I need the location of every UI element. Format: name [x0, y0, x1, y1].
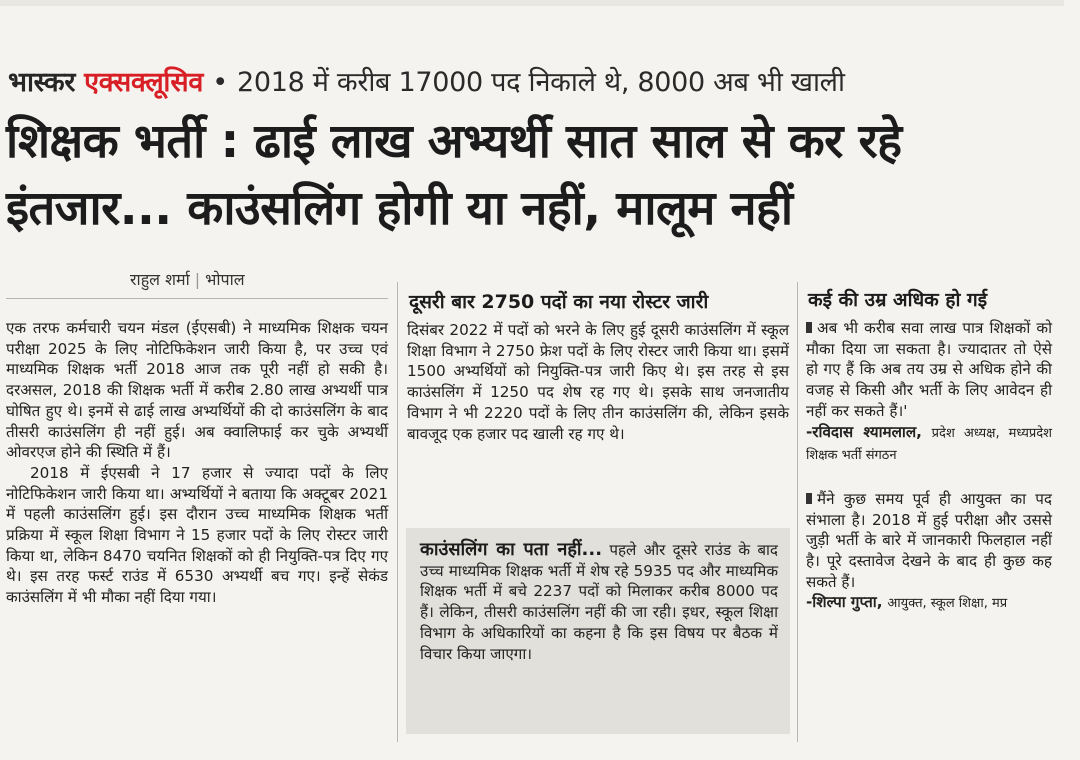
quote-2-name: -शिल्पा गुप्ता,: [806, 593, 883, 612]
column-1: [6, 318, 388, 608]
column-3: [806, 318, 1052, 615]
author-name: राहुल शर्मा: [130, 270, 190, 289]
kicker-bullet: •: [212, 67, 228, 98]
col1-paragraph-2: 2018 में ईएसबी ने 17 हजार से ज्यादा पदों के लिए नोटिफिकेशन जारी किया था। अभ्यर्थियों ने बताया कि अक्टूबर 2021 में पहली काउंसलिंग हुई। इस दौरान उच्च माध्यमिक शिक्षक भर्ती प्रक्रिया में स्कूल शिक्षा विभाग ने 15 हजार पदों के लिए रोस्टर जारी किया था, लेकिन 8470 चयनित शिक्षकों को ही नियुक्ति-पत्र दिए गए थे। इस तरह फर्स्ट राउंड में 6530 अभ्यर्थी बच गए। इन्हें सेकंड काउंसलिंग में भी मौका नहीं दिया गया।: [6, 463, 389, 607]
column-divider-1: [397, 282, 398, 742]
col3-subhead: कई की उम्र अधिक हो गई: [808, 289, 988, 311]
quote-marker-icon: [806, 322, 812, 333]
quote-1-text: अब भी करीब सवा लाख पात्र शिक्षकों को मौका दिया जा सकता है। ज्यादातर तो ऐसे हो गए हैं कि अब तय उम्र से अधिक होने की वजह से किसी और भर्ती के लिए आवेदन ही नहीं कर सकते हैं।': [806, 319, 1052, 420]
kicker-subline: 2018 में करीब 17000 पद निकाले थे, 8000 अब भी खाली: [236, 67, 845, 98]
box-text: पहले और दूसरे राउंड के बाद उच्च माध्यमिक शिक्षक भर्ती में शेष रहे 5935 पद और माध्यमिक शिक्षक भर्ती में बचे 2237 पदों को मिलाकर करीब 8000 पद हैं। लेकिन, तीसरी काउंसलिंग नहीं की जा रही। इधर, स्कूल शिक्षा विभाग के अधिकारियों का कहना है कि इस विषय पर बैठक में विचार किया जाएगा।: [420, 541, 778, 663]
highlight-box: [406, 528, 790, 734]
byline-rule: [6, 298, 388, 299]
quote-2-role: आयुक्त, स्कूल शिक्षा, मप्र: [887, 596, 1008, 612]
col2-paragraph-1: दिसंबर 2022 में पदों को भरने के लिए हुई दूसरी काउंसलिंग में स्कूल शिक्षा विभाग ने 2750 फ्रेश पदों के लिए रोस्टर जारी किया था। इसमें 1500 अभ्यर्थियों को नियुक्ति-पत्र जारी किए थे। इस तरह से इस काउंसलिंग में 1250 पद शेष रह गए थे। इसके साथ जनजातीय विभाग ने भी 2220 पदों के लिए तीन काउंसलिंग की, लेकिन इसके बावजूद एक हजार पद खाली रह गए थे।: [407, 321, 789, 443]
quote-1-name: -रविदास श्यामलाल,: [806, 422, 922, 441]
quote-1-attribution: [806, 422, 1052, 467]
headline: शिक्षक भर्ती : ढाई लाख अभ्यर्थी सात साल से कर रहे इंतजार... काउंसलिंग होगी या नहीं, मालूम नहीं: [6, 114, 902, 236]
kicker-line: [8, 62, 845, 99]
dateline-place: भोपाल: [205, 270, 245, 289]
adjacent-article-edge: [1064, 0, 1080, 760]
exclusive-label: एक्सक्लूसिव: [84, 67, 204, 98]
quote-marker-icon: [806, 493, 812, 504]
col1-paragraph-1: एक तरफ कर्मचारी चयन मंडल (ईएसबी) ने माध्यमिक शिक्षक चयन परीक्षा 2025 के लिए नोटिफिकेशन जारी किया है, पर उच्च एवं माध्यमिक शिक्षक भर्ती 2018 आज तक पूरी नहीं हो सकी है। दरअसल, 2018 की शिक्षक भर्ती में करीब 2.80 लाख अभ्यर्थी पात्र घोषित हुए थे। इनमें से ढाई लाख अभ्यर्थियों की दो काउंसलिंग के बाद तीसरी काउंसलिंग ही नहीं हुई। अब क्वालिफाई कर चुके अभ्यर्थी ओवरएज होने की स्थिति में हैं।: [6, 319, 388, 462]
col2-subhead: दूसरी बार 2750 पदों का नया रोस्टर जारी: [409, 291, 709, 313]
box-paragraph: [420, 540, 778, 664]
quote-1-role: प्रदेश अध्यक्ष, मध्यप्रदेश शिक्षक भर्ती संगठन: [806, 425, 1053, 464]
quote-2-attribution: [806, 592, 1052, 615]
box-title: काउंसलिंग का पता नहीं...: [420, 539, 603, 560]
quote-1: [806, 318, 1052, 422]
brand-label: भास्कर: [8, 67, 76, 98]
column-divider-2: [797, 282, 798, 742]
byline-separator: |: [194, 270, 201, 289]
top-edge: [0, 0, 1080, 6]
byline: [130, 268, 245, 290]
quote-spacer: [806, 467, 1052, 489]
quote-2: [806, 489, 1052, 593]
box-text-block: [420, 540, 778, 664]
quote-2-text: मैंने कुछ समय पूर्व ही आयुक्त का पद संभाला है। 2018 में हुई परीक्षा और उससे जुड़ी भर्ती के बारे में जानकारी फिलहाल नहीं है। पूरे दस्तावेज देखने के बाद ही कुछ कह सकते हैं।: [806, 489, 1052, 591]
column-2: [407, 320, 789, 444]
